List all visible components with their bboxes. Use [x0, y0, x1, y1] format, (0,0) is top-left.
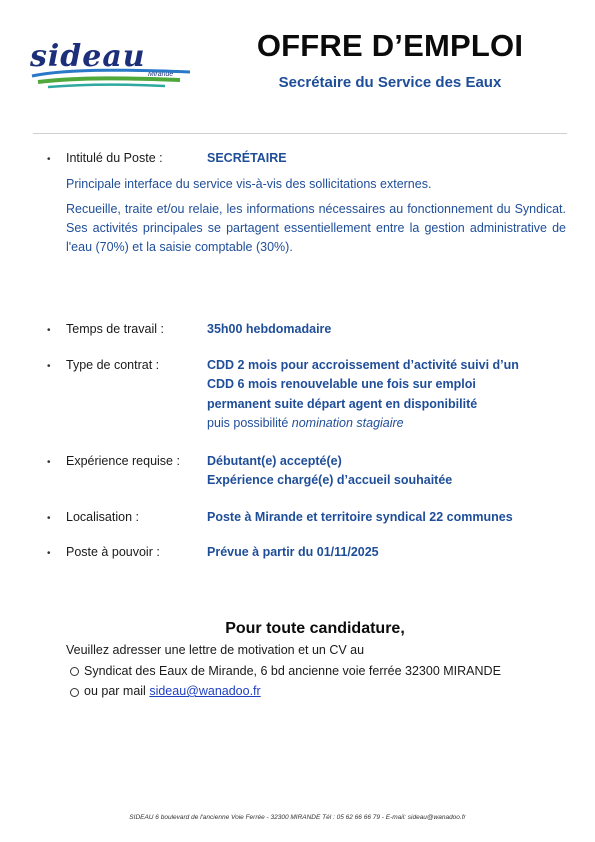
candidature-address: Syndicat des Eaux de Mirande, 6 bd ancienne voie ferrée 32300 MIRANDE	[84, 664, 501, 678]
contrat-line-2: CDD 6 mois renouvelable une fois sur emploi	[207, 377, 476, 391]
logo-wordmark: sideau	[30, 40, 146, 74]
candidature-mail-line: ou par mail sideau@wanadoo.fr	[84, 684, 261, 698]
pourvoir-value: Prévue à partir du 01/11/2025	[207, 545, 379, 559]
poste-desc-1: Principale interface du service vis-à-vis des sollicitations externes.	[66, 177, 432, 191]
pourvoir-label: Poste à pouvoir :	[66, 545, 160, 559]
contrat-line-1: CDD 2 mois pour accroissement d’activité suivi d’un	[207, 358, 519, 372]
contrat-line-3: permanent suite départ agent en disponibilité	[207, 397, 478, 411]
localisation-label: Localisation :	[66, 510, 139, 524]
email-link[interactable]: sideau@wanadoo.fr	[149, 684, 261, 698]
circle-bullet-icon	[70, 667, 79, 676]
header-divider	[33, 133, 567, 134]
page-subtitle: Secrétaire du Service des Eaux	[278, 74, 502, 91]
page-footer: SIDEAU 6 boulevard de l'ancienne Voie Ferrée - 32300 MIRANDE Tél : 05 62 66 66 79 - E-mail: sideau@wanadoo.fr	[129, 814, 466, 821]
bullet-icon: •	[47, 154, 51, 165]
temps-value: 35h00 hebdomadaire	[207, 322, 332, 336]
logo-subtext: Mirande	[148, 71, 174, 78]
candidature-intro: Veuillez adresser une lettre de motivation et un CV au	[66, 643, 365, 657]
contrat-line-4: puis possibilité nomination stagiaire	[207, 416, 404, 430]
bullet-icon: •	[47, 513, 51, 524]
contrat-label: Type de contrat :	[66, 358, 160, 372]
bullet-icon: •	[47, 361, 51, 372]
circle-bullet-icon	[70, 688, 79, 697]
localisation-value: Poste à Mirande et territoire syndical 22 communes	[207, 510, 513, 524]
temps-label: Temps de travail :	[66, 322, 164, 336]
poste-label: Intitulé du Poste :	[66, 151, 163, 165]
bullet-icon: •	[47, 548, 51, 559]
poste-value: SECRÉTAIRE	[207, 151, 287, 165]
experience-line-2: Expérience chargé(e) d’accueil souhaitée	[207, 473, 453, 487]
page-title: OFFRE D’EMPLOI	[256, 28, 524, 63]
candidature-title: Pour toute candidature,	[225, 620, 405, 637]
sideau-logo	[30, 40, 200, 92]
experience-label: Expérience requise :	[66, 454, 180, 468]
bullet-icon: •	[47, 457, 51, 468]
experience-line-1: Débutant(e) accepté(e)	[207, 454, 342, 468]
bullet-icon: •	[47, 325, 51, 336]
poste-desc-2: Recueille, traite et/ou relaie, les informations nécessaires au fonctionnement du Syndicat. Ses activités principales se partagent essentiellement entre la gestion administrative de l'eau (70%) et la saisie comptable (30%).	[66, 202, 566, 254]
